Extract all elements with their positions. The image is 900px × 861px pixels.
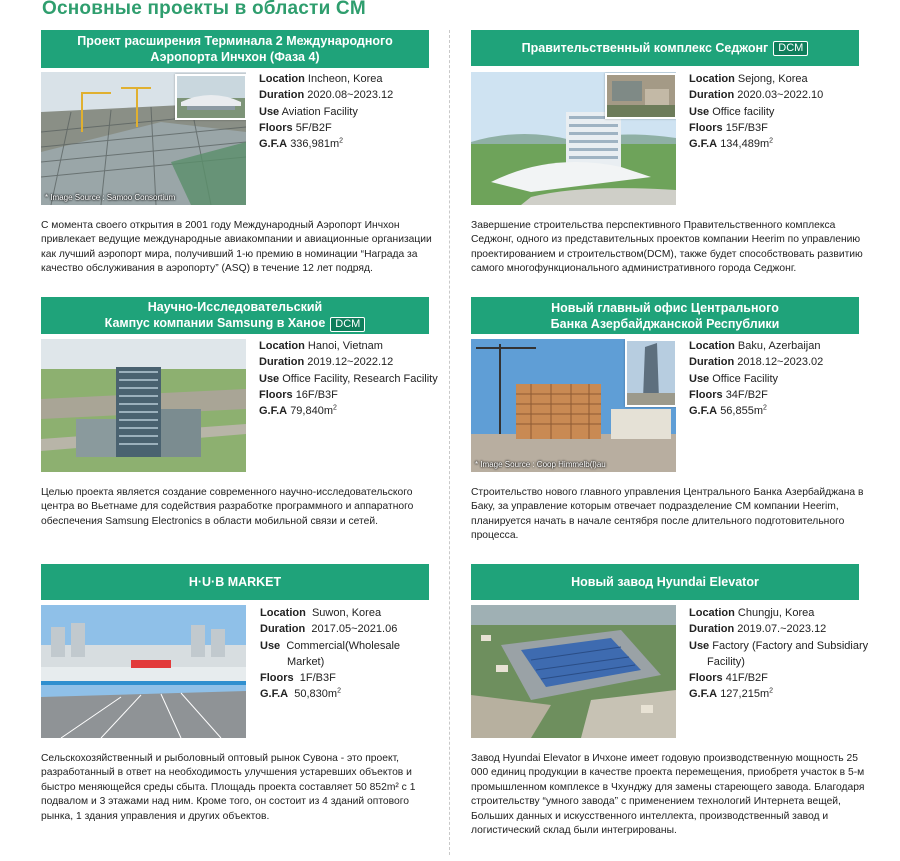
gfa-superscript: 2 (337, 687, 341, 695)
use-value: Office facility (712, 105, 775, 118)
floors-label: Floors (259, 388, 293, 401)
project-photo-inset (625, 339, 676, 407)
gfa-superscript: 2 (763, 404, 767, 412)
gfa-superscript: 2 (333, 404, 337, 412)
project-title-banner (41, 564, 429, 600)
project-title-banner (41, 297, 429, 334)
location-label: Location (259, 73, 305, 85)
use-label: Use (689, 372, 710, 385)
use-value-continued: Market) (287, 655, 325, 668)
gfa-value: 134,489m (720, 138, 770, 151)
project-description-sejong: Завершение строительства перспективного Правительственного комплекса Седжонг, одного из представительных проектов компании Heerim по управлению проектированием и строительством(DCM), также будет способствовать развитию самого многофункционального административного города Седжонг. (471, 220, 863, 275)
use-value: Office Facility (712, 372, 779, 385)
floors-label: Floors (260, 672, 294, 685)
location-label: Location (689, 73, 735, 85)
page-title: Основные проекты в области CM (42, 0, 366, 19)
gfa-label: G.F.A (259, 405, 288, 418)
project-card-samsung-hanoi (41, 297, 429, 334)
project-info-samsung-hanoi (259, 338, 438, 419)
duration-label: Duration (689, 89, 735, 102)
project-title-line: Новый завод Hyundai Elevator (571, 575, 759, 589)
project-info-hub-market (260, 605, 400, 703)
gfa-superscript: 2 (769, 137, 774, 145)
duration-label: Duration (689, 623, 735, 636)
use-label: Use (689, 105, 710, 118)
use-value-continued: Facility) (707, 655, 745, 668)
use-label: Use (259, 372, 280, 385)
duration-value: 2019.07.~2023.12 (737, 623, 827, 636)
project-photo-hyundai-elevator (471, 605, 676, 738)
floors-value: 15F/B3F (725, 121, 768, 134)
duration-value: 2019.12~2022.12 (307, 356, 394, 369)
location-label: Location (259, 340, 305, 352)
floors-label: Floors (689, 388, 723, 401)
gfa-label: G.F.A (259, 138, 288, 151)
location-value: Hanoi, Vietnam (307, 340, 383, 352)
project-card-sejong (471, 30, 859, 66)
project-card-hub-market (41, 564, 429, 600)
project-card-hyundai-elevator (471, 564, 859, 600)
project-title-line: Проект расширения Терминала 2 Международного (77, 34, 393, 48)
use-value: Factory (Factory and Subsidiary (712, 639, 869, 652)
image-source-caption: * Image Source : Samoo Consortium (45, 193, 176, 202)
duration-label: Duration (260, 623, 306, 636)
dcm-tag: DCM (773, 41, 808, 56)
project-info-hyundai-elevator (689, 605, 868, 703)
project-title-line: H·U·B MARKET (188, 575, 282, 589)
project-title-line: Банка Азербайджанской Республики (550, 316, 780, 331)
gfa-value: 56,855m (720, 405, 763, 418)
project-title-banner (471, 297, 859, 334)
project-description-azerbaijan: Строительство нового главного управления Центрального Банка Азербайджана в Баку, за управление которым отвечает подразделение CM компании Heerim, планируется начать в начале сентября после длительного подготовительного процесса. (471, 487, 864, 542)
project-photo-hub-market (41, 605, 246, 738)
location-value: Baku, Azerbaijan (737, 340, 821, 352)
project-description-incheon: С момента своего открытия в 2001 году Международный Аэропорт Инчхон привлекает ведущие международные авиакомпании и авиационные организации как лучший аэропорт мира, получивший 1-ю премию в номинации “Награда за качество обслуживания в аэропорту” (ASQ) в течение 12 лет подряд. (41, 220, 432, 275)
location-label: Location (689, 340, 735, 352)
project-info-sejong (689, 71, 823, 152)
project-info-azerbaijan (689, 338, 823, 419)
project-title-line: Правительственный комплекс Седжонг (521, 41, 769, 55)
project-photo-inset (175, 74, 246, 120)
location-value: Sejong, Korea (737, 73, 808, 85)
gfa-superscript: 2 (339, 137, 344, 145)
location-value: Incheon, Korea (307, 73, 383, 85)
project-photo-sejong (471, 72, 676, 205)
gfa-label: G.F.A (260, 688, 289, 701)
gfa-value: 336,981m (290, 138, 340, 151)
gfa-superscript: 2 (769, 687, 774, 695)
duration-value: 2020.08~2023.12 (307, 89, 394, 102)
use-label: Use (689, 639, 710, 652)
floors-label: Floors (689, 121, 723, 134)
use-value: Commercial(Wholesale (286, 639, 401, 652)
dcm-tag: DCM (330, 317, 365, 332)
gfa-label: G.F.A (689, 688, 718, 701)
project-title-line: Аэропорта Инчхон (Фаза 4) (150, 50, 320, 64)
use-value: Office Facility, Research Facility (282, 372, 438, 385)
project-description-hub-market: Сельскохозяйственный и рыболовный оптовый рынок Сувона - это проект, разработанный в ответ на необходимость улучшения устаревших объектов и быстро меняющейся среды сбыта. Площадь проекта составляет 50 852m² с 1 подвалом и 3 этажами над ним. Кроме того, он состоит из 4 зданий оптового рынка, 1 здания управления и других объектов. (41, 753, 416, 822)
project-title-line: Научно-Исследовательский (147, 300, 323, 314)
duration-value: 2018.12~2023.02 (737, 356, 824, 369)
gfa-label: G.F.A (689, 405, 718, 418)
project-photo-samsung-hanoi (41, 339, 246, 472)
floors-label: Floors (689, 672, 723, 685)
floors-value: 16F/B3F (295, 388, 338, 401)
duration-label: Duration (689, 356, 735, 369)
project-info-incheon (259, 71, 393, 152)
column-divider (449, 30, 450, 855)
image-source-caption: * Image Source : Coop Himmelb(l)au (475, 460, 606, 469)
project-photo-azerbaijan (471, 339, 676, 472)
floors-value: 34F/B2F (725, 388, 768, 401)
gfa-value: 79,840m (290, 405, 333, 418)
project-photo-incheon (41, 72, 246, 205)
project-title-line: Новый главный офис Центрального (551, 300, 779, 315)
use-label: Use (260, 639, 281, 652)
project-photo-inset (605, 73, 676, 119)
use-value: Aviation Facility (281, 105, 358, 118)
gfa-value: 50,830m (294, 688, 338, 701)
floors-value: 5F/B2F (295, 121, 332, 134)
location-label: Location (689, 607, 735, 619)
project-title-banner (41, 30, 429, 68)
use-label: Use (259, 105, 280, 118)
duration-value: 2017.05~2021.06 (311, 623, 398, 636)
project-card-azerbaijan (471, 297, 859, 334)
project-description-hyundai-elevator: Завод Hyundai Elevator в Ичхоне имеет годовую производственную мощность 25 000 единиц продукции в качестве проекта перемещения, приобретя участок в 5-м промышленном комплексе в Чхунджу для замены стареющего завода. Благодаря строительству “умного завода” с применением технологий Интернета вещей, Больших данных и искусственного интеллекта, производственный завод и логистический склад были интегрированы. (471, 753, 865, 837)
project-title-line: Кампус компании Samsung в Ханое (104, 316, 326, 330)
duration-label: Duration (259, 356, 305, 369)
project-title-banner (471, 564, 859, 600)
floors-label: Floors (259, 121, 293, 134)
floors-value: 41F/B2F (725, 672, 768, 685)
duration-value: 2020.03~2022.10 (737, 89, 824, 102)
gfa-label: G.F.A (689, 138, 718, 151)
project-card-incheon (41, 30, 429, 68)
location-value: Suwon, Korea (311, 607, 382, 619)
gfa-value: 127,215m (720, 688, 770, 701)
location-value: Chungju, Korea (737, 607, 815, 619)
project-description-samsung-hanoi: Целью проекта является создание современного научно-исследовательского центра во Вьетнаме для содействия разработке программного и аппаратного обеспечения Samsung Electronics в области мобильной связи и сетей. (41, 487, 414, 527)
duration-label: Duration (259, 89, 305, 102)
location-label: Location (260, 607, 306, 619)
project-title-banner (471, 30, 859, 66)
floors-value: 1F/B3F (299, 672, 336, 685)
